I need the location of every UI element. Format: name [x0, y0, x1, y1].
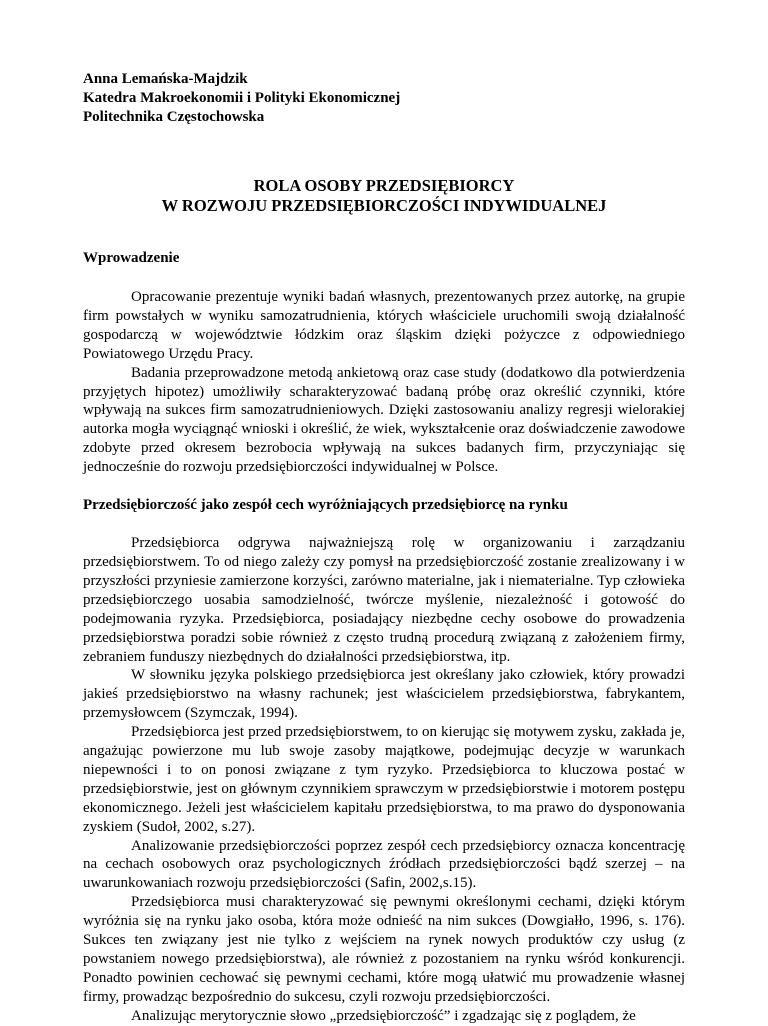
- paper-title: [83, 176, 685, 216]
- paragraph: W słowniku języka polskiego przedsiębiorca jest określany jako człowiek, który prowadzi jakieś przedsiębiorstwo na własny rachunek; jest właścicielem przedsiębiorstwa, fabrykantem, przemysłowcem (Szymczak, 1994).: [83, 667, 685, 722]
- paragraph: Badania przeprowadzone metodą ankietową oraz case study (dodatkowo dla potwierdzenia przyjętych hipotez) umożliwiły scharakteryzować badaną próbę oraz określić czynniki, które wpływają na sukces firm samozatrudnieniowych. Dzięki zastosowaniu analizy regresji wielorakiej autorka mogła wyciągnąć wnioski i określić, że wiek, wykształcenie oraz doświadczenie zawodowe zdobyte przed okresem bezrobocia wpływają na sukces badanych firm, przyczyniając się jednocześnie do rozwoju przedsiębiorczości indywidualnej w Polsce.: [83, 364, 685, 476]
- paragraph: Przedsiębiorca jest przed przedsiębiorstwem, to on kierując się motywem zysku, zakłada je, angażując powierzone mu lub swoje zasoby majątkowe, podejmując decyzje w warunkach niepewności i to on ponosi związane z tym ryzyko. Przedsiębiorca to kluczowa postać w przedsiębiorstwie, jest on głównym czynnikiem sprawczym w przedsiębiorstwie i motorem postępu ekonomicznego. Jeżeli jest właścicielem kapitału przedsiębiorstwa, to ma prawo do dysponowania zyskiem (Sudoł, 2002, s.27).: [83, 724, 685, 835]
- paragraph: Przedsiębiorca musi charakteryzować się pewnymi określonymi cechami, dzięki którym wyróżnia się na rynku jako osoba, która może odnieść na nim sukces (Dowgiałło, 1996, s. 176). Sukces ten związany jest nie tylko z wejściem na rynek nowych produktów czy usług (z powstaniem nowego przedsiębiorstwa), ale również z pozostaniem na rynku wśród konkurencji. Ponadto powinien cechować się pewnymi cechami, które mogą ułatwić mu prowadzenie własnej firmy, prowadząc bezpośrednio do sukcesu, czyli rozwoju przedsiębiorczości.: [83, 894, 685, 1005]
- paragraph: Przedsiębiorca odgrywa najważniejszą rolę w organizowaniu i zarządzaniu przedsiębiorstwem. To od niego zależy czy pomysł na przedsiębiorczość zostanie zrealizowany i w przyszłości przyniesie zamierzone korzyści, zarówno materialne, jak i niematerialne. Typ człowieka przedsiębiorczego uosabia samodzielność, twórcze myślenie, niezależność i gotowość do podejmowania ryzyka. Przedsiębiorca, posiadający niezbędne cechy osobowe do prowadzenia przedsiębiorstwa poradzi sobie również z często trudną procedurą związaną z założeniem firmy, zebraniem funduszy niezbędnych do działalności przedsiębiorstwa, itp.: [83, 535, 685, 665]
- section-heading-entrepreneurship: Przedsiębiorczość jako zespół cech wyróżniających przedsiębiorcę na rynku: [83, 497, 568, 514]
- author-university: Politechnika Częstochowska: [83, 109, 265, 125]
- author-department: Katedra Makroekonomii i Polityki Ekonomicznej: [83, 90, 401, 106]
- author-name: Anna Lemańska-Majdzik: [83, 71, 248, 87]
- section-body-entrepreneurship: [83, 534, 685, 1026]
- title-line-2: W ROZWOJU PRZEDSIĘBIORCZOŚCI INDYWIDUALNEJ: [161, 196, 607, 215]
- author-block: [83, 70, 685, 127]
- paragraph: Analizowanie przedsiębiorczości poprzez zespół cech przedsiębiorcy oznacza koncentrację na cechach osobowych oraz psychologicznych źródłach przedsiębiorczości bądź szerzej – na uwarunkowaniach rozwoju przedsiębiorczości (Safin, 2002,s.15).: [83, 837, 685, 892]
- title-line-1: ROLA OSOBY PRZEDSIĘBIORCY: [253, 176, 515, 195]
- section-body-introduction: [83, 288, 685, 477]
- section-heading-introduction: Wprowadzenie: [83, 250, 180, 266]
- paragraph: Opracowanie prezentuje wyniki badań własnych, prezentowanych przez autorkę, na grupie firm powstałych w wyniku samozatrudnienia, których właściciele uruchomili swoją działalność gospodarczą w województwie łódzkim oraz śląskim dzięki pożyczce z odpowiedniego Powiatowego Urzędu Pracy.: [83, 289, 685, 362]
- paragraph: Analizując merytorycznie słowo „przedsiębiorczość” i zgadzając się z poglądem, że: [131, 1007, 636, 1024]
